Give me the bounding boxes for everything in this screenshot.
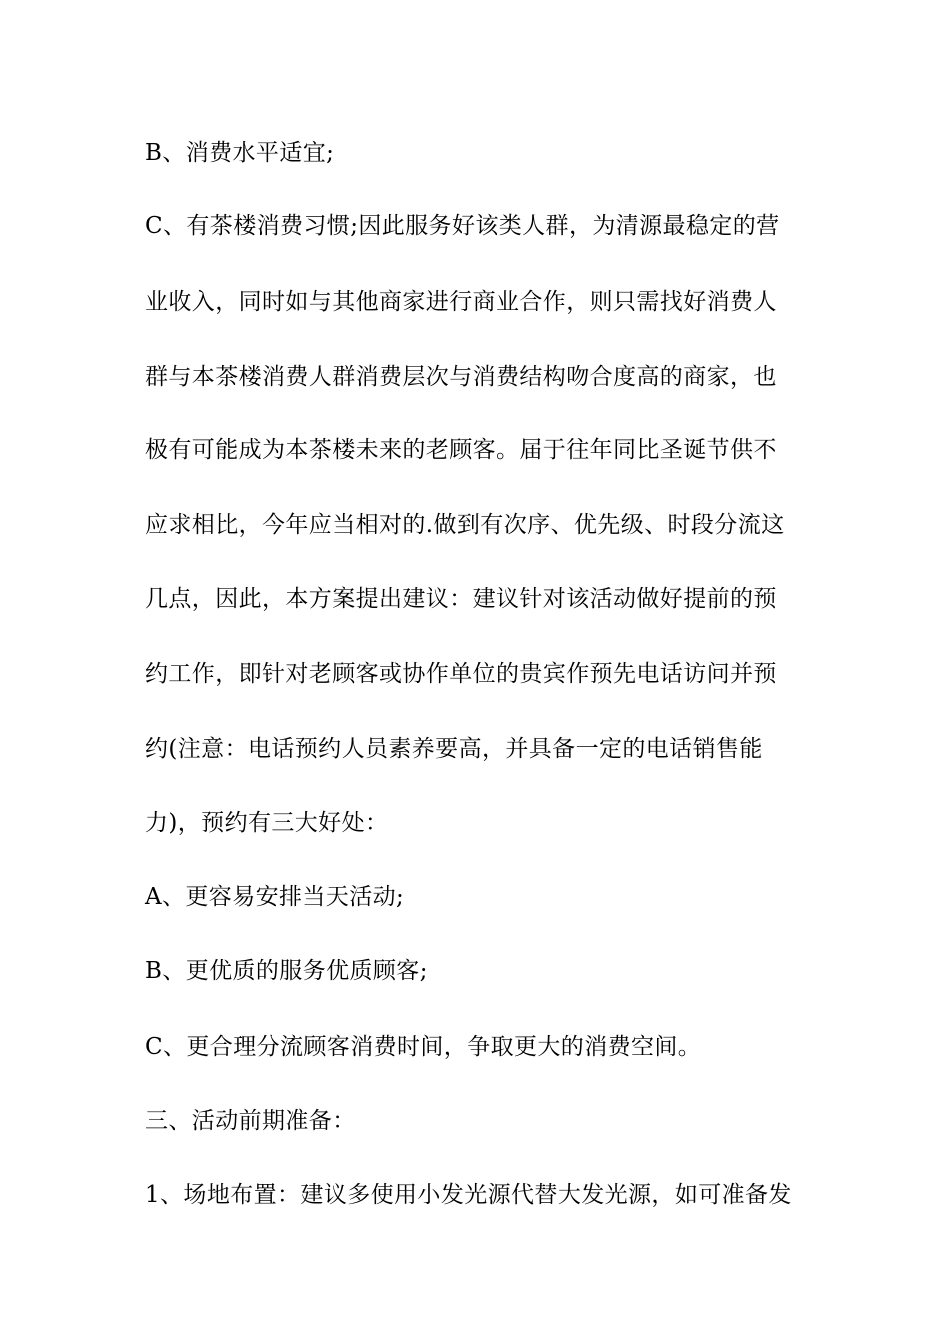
text-line-booking-benefits: 力)，预约有三大好处：: [145, 810, 389, 836]
text-line-consumer-match: 群与本茶楼消费人群消费层次与消费结构吻合度高的商家，也: [145, 364, 777, 390]
section-heading-preparation: 三、活动前期准备：: [145, 1108, 356, 1134]
text-line-order-priority: 应求相比，今年应当相对的.做到有次序、优先级、时段分流这: [145, 512, 785, 538]
text-line-venue-layout: 1、场地布置：建议多使用小发光源代替大发光源，如可准备发: [145, 1182, 792, 1208]
text-line-future-customers: 极有可能成为本茶楼未来的老顾客。届于往年同比圣诞节供不: [145, 437, 777, 463]
text-line-proposal-advice: 几点，因此，本方案提出建议：建议针对该活动做好提前的预: [145, 586, 777, 612]
text-line-business-cooperation: 业收入，同时如与其他商家进行商业合作，则只需找好消费人: [145, 289, 777, 315]
text-line-benefit-c: C、更合理分流顾客消费时间，争取更大的消费空间。: [145, 1034, 702, 1060]
text-line-benefit-a: A、更容易安排当天活动;: [145, 884, 405, 910]
text-line-booking-note: 约(注意：电话预约人员素养要高，并具备一定的电话销售能: [145, 736, 763, 762]
text-line-benefit-b: B、更优质的服务优质顾客;: [145, 958, 428, 984]
text-line-point-c-tea-habit: C、有茶楼消费习惯;因此服务好该类人群，为清源最稳定的营: [145, 213, 780, 239]
text-line-phone-visit: 约工作，即针对老顾客或协作单位的贵宾作预先电话访问并预: [145, 661, 777, 687]
text-line-point-b-price-level: B、消费水平适宜;: [145, 140, 335, 166]
